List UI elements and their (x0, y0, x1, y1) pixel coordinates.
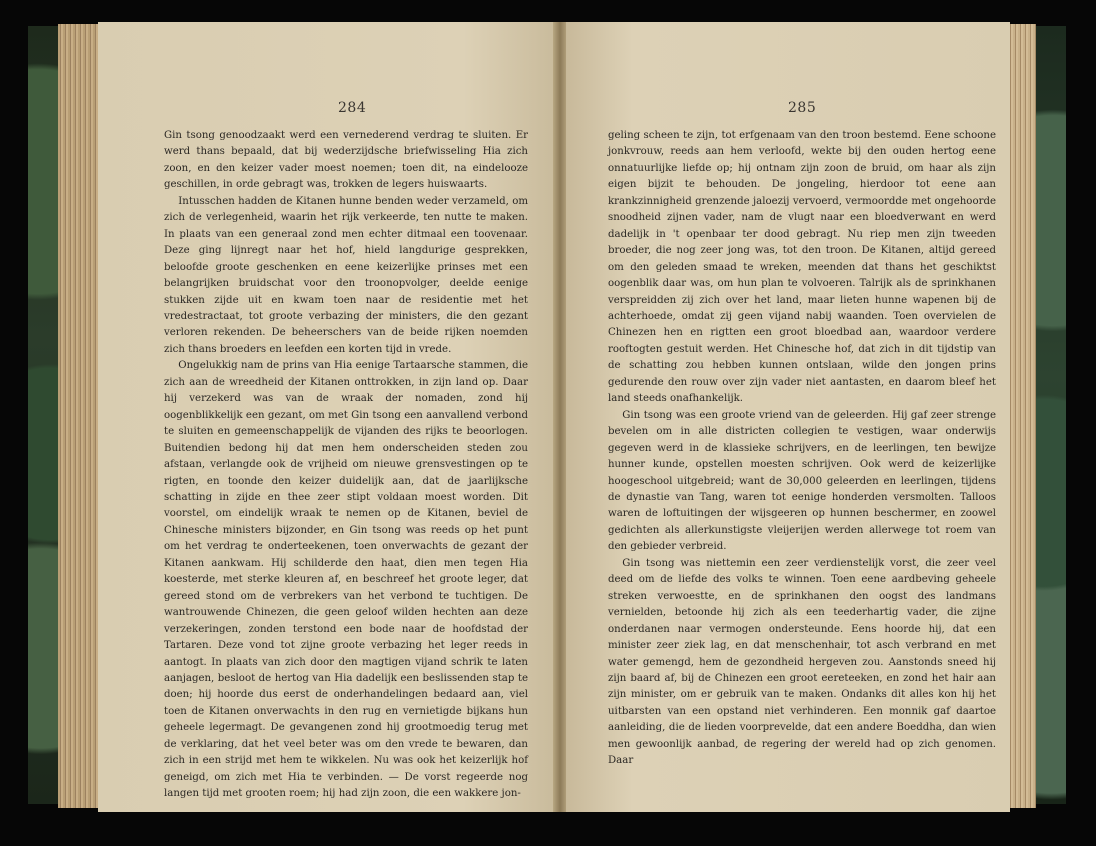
page-edges-right (1008, 24, 1036, 808)
page-number-right: 285 (788, 100, 817, 116)
right-page (566, 22, 1010, 812)
page-number-left: 284 (338, 100, 367, 116)
marbled-cover-left (28, 26, 60, 804)
left-page (98, 22, 555, 812)
page-edges-left (58, 24, 100, 808)
paragraph: Gin tsong genoodzaakt werd een vernederend verdrag te sluiten. Er werd thans bepaald, dat bij wederzijdsche briefwisseling Hia zich zoon, en den keizer vader moest noemen; toen dit, na eindelooze geschillen, in orde gebragt was, trokken de legers huiswaarts. (164, 130, 528, 191)
paragraph: Gin tsong was een groote vriend van de geleerden. Hij gaf zeer strenge bevelen om in alle districten collegien te vestigen, waar onderwijs gegeven werd in de klassieke schrijvers, en de leerlingen, ten bewijze hunner kunde, opstellen moesten schrijven. Ook werd de keizerlijke hoogeschool uitgebreid; want de 30,000 geleerden en leerlingen, tijdens de dynastie van Tang, waren tot eenige honderden versmolten. Talloos waren de loftuitingen der wijsgeeren op hunnen beschermer, en zoowel gedichten als allerkunstigste vleijerijen werden allerwege tot roem van den gebieder verbreid. (608, 409, 996, 553)
paragraph: Intusschen hadden de Kitanen hunne benden weder verzameld, om zich de verlegenheid, waarin het rijk verkeerde, ten nutte te maken. In plaats van een generaal zond men echter ditmaal een toovenaar. Deze ging lijnregt naar het hof, hield langdurige gesprekken, beloofde groote geschenken en eene keizerlijke prinses met een belangrijken bruidschat voor den troonopvolger, deelde eenige stukken zijde uit en kwam toen naar de residentie met het vredestractaat, tot groote verbazing der ministers, die den gezant verloren rekenden. De beheerschers van de beide rijken noemden zich thans broeders en leefden een korten tijd in vrede. (164, 195, 528, 355)
paragraph: Gin tsong was niettemin een zeer verdienstelijk vorst, die zeer veel deed om de liefde des volks te winnen. Toen eene aardbeving geheele streken verwoestte, en de sprinkhanen den oogst des landmans vernielden, betoonde hij zich als een teederhartig vader, die zijne onderdanen naar vermogen ondersteunde. Eens hoorde hij, dat een minister zeer ziek lag, en dat menschenhair, tot asch verbrand en met water gemengd, hem de gezondheid hergeven zou. Aanstonds sneed hij zijn baard af, bij de Chinezen een groot eereteeken, en zond het hair aan zijn minister, om er gebruik van te maken. Ondanks dit alles kon hij het uitbarsten van een opstand niet verhinderen. Een monnik gaf daartoe aanleiding, die de lieden voorprevelde, dat een andere Boeddha, dan wien men gewoonlijk aanbad, de regering der wereld had op zich genomen. Daar (608, 557, 996, 767)
book-gutter (553, 22, 567, 812)
marbled-cover-right (1034, 26, 1066, 804)
right-page-text (608, 128, 996, 770)
paragraph: Ongelukkig nam de prins van Hia eenige Tartaarsche stammen, die zich aan de wreedheid der Kitanen onttrokken, in zijn land op. Daar hij verzekerd was van de wraak der nomaden, zond hij oogenblikkelijk een gezant, om met Gin tsong een aanvallend verbond te sluiten en gemeenschappelijk de vijanden des rijks te beoorlogen. Buitendien bedong hij dat men hem onderscheiden steden zou afstaan, verlangde ook de vrijheid om nieuwe grensvestingen op te rigten, en toonde den keizer duidelijk aan, dat de jaarlijksche schatting in zijde en thee zeer stipt voldaan moest worden. Dit voorstel, om eindelijk wraak te nemen op de Kitanen, beviel de Chinesche ministers bijzonder, en Gin tsong was reeds op het punt om het verdrag te onderteekenen, toen onverwachts de gezant der Kitanen aankwam. Hij schilderde den haat, dien men tegen Hia koesterde, met sterke kleuren af, en beschreef het groote leger, dat gereed stond om de verbrekers van het verbond te tuchtigen. De wantrouwende Chinezen, die geen geloof wilden hechten aan deze verzekeringen, zonden terstond een bode naar de hoofdstad der Tartaren. Deze vond tot zijne groote verbazing het leger reeds in aantogt. In plaats van zich door den magtigen vijand schrik te laten aanjagen, besloot de hertog van Hia dadelijk een beslissenden stap te doen; hij hoorde dus eerst de onderhandelingen bedaard aan, viel toen de Kitanen onverwachts in den rug en vernietigde bijkans hun geheele legermagt. De gevangenen zond hij grootmoedig terug met de verklaring, dat het veel beter was om den vrede te bewaren, dan zich in een strijd met hem te wikkelen. Nu was ook het keizerlijk hof geneigd, om zich met Hia te verbinden. — De vorst regeerde nog langen tijd met grooten roem; hij had zijn zoon, die een wakkere jon- (164, 360, 528, 800)
left-page-text (164, 128, 528, 803)
paragraph: geling scheen te zijn, tot erfgenaam van den troon bestemd. Eene schoone jonkvrouw, reeds aan hem verloofd, wekte bij den ouden hertog eene onnatuurlijke liefde op; hij ontnam zijn zoon de bruid, om haar als zijn eigen bijzit te behouden. De jongeling, hierdoor tot eene aan krankzinnigheid grenzende jaloezij vervoerd, vermoordde met ongehoorde snoodheid zijnen vader, nam de vlugt naar een bloedverwant en werd dadelijk in 't openbaar ter dood gebragt. Nu riep men zijn tweeden broeder, die nog zeer jong was, tot den troon. De Kitanen, altijd gereed om den geleden smaad te wreken, meenden dat thans het geschiktst oogenblik daar was, om hun plan te volvoeren. Talrijk als de sprinkhanen verspreidden zij zich over het land, maar lieten hunne wapenen bij de achterhoede, omdat zij geen vijand nabij waanden. Toen overvielen de Chinezen hen en rigtten een groot bloedbad aan, waardoor verdere rooftogten gestuit werden. Het Chinesche hof, dat zich in dit tijdstip van de schatting zou hebben kunnen ontslaan, wilde den jongen prins gedurende den rouw over zijn vader niet aantasten, en daarom bleef het land steeds onafhankelijk. (608, 130, 996, 405)
